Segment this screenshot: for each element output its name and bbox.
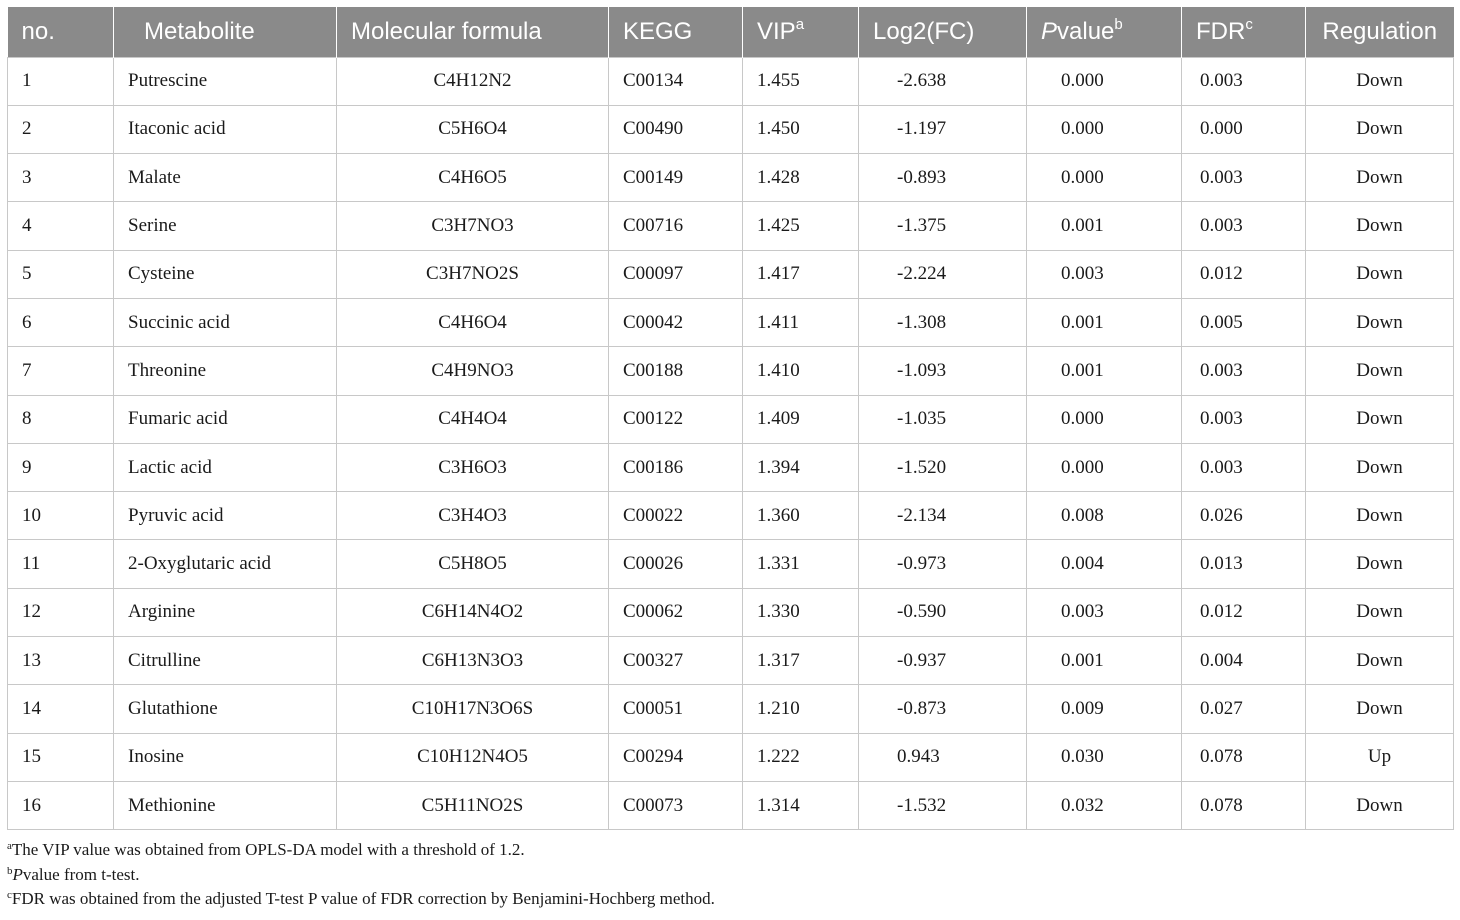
- cell-regulation: Down: [1306, 250, 1454, 298]
- cell-pvalue: 0.001: [1027, 637, 1182, 685]
- table-row: [8, 588, 1454, 636]
- cell-fdr: 0.003: [1182, 57, 1306, 105]
- cell-pvalue: 0.000: [1027, 154, 1182, 202]
- cell-log2fc: -0.937: [859, 637, 1027, 685]
- cell-vip: 1.314: [743, 781, 859, 829]
- header-pvalue-sup: b: [1114, 15, 1123, 33]
- cell-metabolite: Fumaric acid: [114, 395, 337, 443]
- cell-log2fc: -0.973: [859, 540, 1027, 588]
- header-log2fc: [859, 7, 1027, 57]
- header-regulation-label: Regulation: [1322, 17, 1438, 45]
- cell-regulation: Down: [1306, 492, 1454, 540]
- cell-metabolite: Succinic acid: [114, 298, 337, 346]
- cell-regulation: Down: [1306, 588, 1454, 636]
- cell-no: 11: [8, 540, 114, 588]
- cell-formula: C6H14N4O2: [337, 588, 609, 636]
- header-kegg: [609, 7, 743, 57]
- cell-log2fc: -2.638: [859, 57, 1027, 105]
- cell-vip: 1.410: [743, 347, 859, 395]
- cell-metabolite: Inosine: [114, 733, 337, 781]
- cell-metabolite: Serine: [114, 202, 337, 250]
- cell-formula: C3H7NO3: [337, 202, 609, 250]
- cell-fdr: 0.004: [1182, 637, 1306, 685]
- header-fdr: [1182, 7, 1306, 57]
- footnote-c: [7, 887, 1453, 912]
- cell-formula: C4H4O4: [337, 395, 609, 443]
- cell-fdr: 0.012: [1182, 588, 1306, 636]
- cell-pvalue: 0.001: [1027, 347, 1182, 395]
- cell-formula: C4H6O4: [337, 298, 609, 346]
- cell-regulation: Down: [1306, 443, 1454, 491]
- cell-no: 7: [8, 347, 114, 395]
- header-no-label: no.: [21, 17, 55, 45]
- cell-formula: C10H12N4O5: [337, 733, 609, 781]
- table-row: [8, 105, 1454, 153]
- header-formula: [337, 7, 609, 57]
- cell-log2fc: -1.375: [859, 202, 1027, 250]
- table-body: [8, 57, 1454, 830]
- cell-metabolite: Malate: [114, 154, 337, 202]
- table-row: [8, 395, 1454, 443]
- cell-kegg: C00051: [609, 685, 743, 733]
- cell-formula: C4H6O5: [337, 154, 609, 202]
- header-vip-sup: a: [795, 15, 805, 33]
- cell-regulation: Down: [1306, 202, 1454, 250]
- table-header: [8, 7, 1454, 57]
- table-row: [8, 57, 1454, 105]
- header-log2fc-label: Log2(FC): [873, 17, 975, 45]
- cell-pvalue: 0.009: [1027, 685, 1182, 733]
- cell-log2fc: -1.197: [859, 105, 1027, 153]
- cell-pvalue: 0.030: [1027, 733, 1182, 781]
- cell-fdr: 0.078: [1182, 781, 1306, 829]
- cell-no: 2: [8, 105, 114, 153]
- cell-regulation: Down: [1306, 395, 1454, 443]
- cell-vip: 1.417: [743, 250, 859, 298]
- cell-formula: C5H6O4: [337, 105, 609, 153]
- cell-metabolite: Threonine: [114, 347, 337, 395]
- cell-fdr: 0.013: [1182, 540, 1306, 588]
- cell-fdr: 0.078: [1182, 733, 1306, 781]
- cell-formula: C5H11NO2S: [337, 781, 609, 829]
- footnote-b-italic: P: [12, 864, 23, 884]
- cell-fdr: 0.027: [1182, 685, 1306, 733]
- footnote-a-mark: a: [7, 840, 12, 853]
- cell-pvalue: 0.008: [1027, 492, 1182, 540]
- cell-vip: 1.411: [743, 298, 859, 346]
- cell-regulation: Up: [1306, 733, 1454, 781]
- cell-kegg: C00073: [609, 781, 743, 829]
- cell-pvalue: 0.004: [1027, 540, 1182, 588]
- cell-no: 1: [8, 57, 114, 105]
- cell-kegg: C00022: [609, 492, 743, 540]
- cell-kegg: C00327: [609, 637, 743, 685]
- cell-log2fc: -0.893: [859, 154, 1027, 202]
- cell-pvalue: 0.000: [1027, 57, 1182, 105]
- cell-formula: C3H6O3: [337, 443, 609, 491]
- cell-kegg: C00134: [609, 57, 743, 105]
- cell-vip: 1.409: [743, 395, 859, 443]
- table-row: [8, 781, 1454, 829]
- cell-regulation: Down: [1306, 347, 1454, 395]
- cell-formula: C3H4O3: [337, 492, 609, 540]
- header-pvalue-label: value: [1057, 17, 1115, 45]
- footnote-c-text: FDR was obtained from the adjusted T-test P value of FDR correction by Benjamini-Hochberg method.: [11, 889, 715, 909]
- cell-pvalue: 0.003: [1027, 588, 1182, 636]
- cell-no: 12: [8, 588, 114, 636]
- cell-no: 4: [8, 202, 114, 250]
- cell-regulation: Down: [1306, 637, 1454, 685]
- header-pvalue: [1027, 7, 1182, 57]
- footnote-a-text: The VIP value was obtained from OPLS-DA model with a threshold of 1.2.: [11, 840, 525, 860]
- cell-no: 13: [8, 637, 114, 685]
- cell-no: 6: [8, 298, 114, 346]
- cell-pvalue: 0.001: [1027, 298, 1182, 346]
- cell-fdr: 0.026: [1182, 492, 1306, 540]
- table-row: [8, 685, 1454, 733]
- cell-log2fc: -1.520: [859, 443, 1027, 491]
- cell-kegg: C00294: [609, 733, 743, 781]
- cell-metabolite: Glutathione: [114, 685, 337, 733]
- cell-kegg: C00188: [609, 347, 743, 395]
- cell-log2fc: -0.590: [859, 588, 1027, 636]
- cell-regulation: Down: [1306, 57, 1454, 105]
- cell-no: 15: [8, 733, 114, 781]
- header-vip-label: VIP: [757, 17, 796, 45]
- table-row: [8, 154, 1454, 202]
- cell-formula: C4H9NO3: [337, 347, 609, 395]
- header-metabolite: [114, 7, 337, 57]
- cell-no: 10: [8, 492, 114, 540]
- cell-formula: C4H12N2: [337, 57, 609, 105]
- cell-regulation: Down: [1306, 781, 1454, 829]
- cell-fdr: 0.003: [1182, 202, 1306, 250]
- cell-no: 5: [8, 250, 114, 298]
- cell-metabolite: Putrescine: [114, 57, 337, 105]
- cell-no: 3: [8, 154, 114, 202]
- cell-log2fc: -1.035: [859, 395, 1027, 443]
- cell-formula: C3H7NO2S: [337, 250, 609, 298]
- cell-pvalue: 0.000: [1027, 395, 1182, 443]
- cell-log2fc: -1.532: [859, 781, 1027, 829]
- cell-kegg: C00122: [609, 395, 743, 443]
- cell-kegg: C00026: [609, 540, 743, 588]
- cell-kegg: C00042: [609, 298, 743, 346]
- cell-vip: 1.330: [743, 588, 859, 636]
- cell-vip: 1.360: [743, 492, 859, 540]
- header-row: [8, 7, 1454, 57]
- cell-metabolite: 2-Oxyglutaric acid: [114, 540, 337, 588]
- header-no: [8, 7, 114, 57]
- cell-pvalue: 0.003: [1027, 250, 1182, 298]
- table-row: [8, 347, 1454, 395]
- header-fdr-sup: c: [1245, 15, 1253, 33]
- cell-formula: C6H13N3O3: [337, 637, 609, 685]
- cell-metabolite: Cysteine: [114, 250, 337, 298]
- table-row: [8, 298, 1454, 346]
- cell-log2fc: -2.224: [859, 250, 1027, 298]
- cell-fdr: 0.003: [1182, 395, 1306, 443]
- footnotes: [7, 838, 1453, 912]
- table-row: [8, 202, 1454, 250]
- table-row: [8, 443, 1454, 491]
- cell-metabolite: Arginine: [114, 588, 337, 636]
- cell-no: 14: [8, 685, 114, 733]
- cell-fdr: 0.003: [1182, 443, 1306, 491]
- cell-vip: 1.394: [743, 443, 859, 491]
- cell-kegg: C00716: [609, 202, 743, 250]
- footnote-b: [7, 863, 1453, 888]
- cell-fdr: 0.003: [1182, 347, 1306, 395]
- cell-no: 9: [8, 443, 114, 491]
- header-regulation: [1306, 7, 1454, 57]
- cell-regulation: Down: [1306, 105, 1454, 153]
- cell-kegg: C00186: [609, 443, 743, 491]
- cell-kegg: C00062: [609, 588, 743, 636]
- cell-formula: C10H17N3O6S: [337, 685, 609, 733]
- cell-regulation: Down: [1306, 154, 1454, 202]
- cell-log2fc: -1.093: [859, 347, 1027, 395]
- cell-no: 16: [8, 781, 114, 829]
- cell-metabolite: Methionine: [114, 781, 337, 829]
- cell-vip: 1.455: [743, 57, 859, 105]
- footnote-c-mark: c: [7, 889, 12, 902]
- cell-vip: 1.317: [743, 637, 859, 685]
- header-formula-label: Molecular formula: [351, 17, 542, 45]
- cell-fdr: 0.003: [1182, 154, 1306, 202]
- table-row: [8, 637, 1454, 685]
- cell-metabolite: Itaconic acid: [114, 105, 337, 153]
- cell-fdr: 0.000: [1182, 105, 1306, 153]
- cell-pvalue: 0.032: [1027, 781, 1182, 829]
- cell-vip: 1.425: [743, 202, 859, 250]
- cell-pvalue: 0.000: [1027, 443, 1182, 491]
- cell-pvalue: 0.001: [1027, 202, 1182, 250]
- cell-metabolite: Citrulline: [114, 637, 337, 685]
- cell-vip: 1.222: [743, 733, 859, 781]
- header-fdr-label: FDR: [1196, 17, 1246, 45]
- cell-log2fc: 0.943: [859, 733, 1027, 781]
- footnote-a: [7, 838, 1453, 863]
- cell-fdr: 0.012: [1182, 250, 1306, 298]
- cell-log2fc: -1.308: [859, 298, 1027, 346]
- cell-formula: C5H8O5: [337, 540, 609, 588]
- cell-fdr: 0.005: [1182, 298, 1306, 346]
- header-kegg-label: KEGG: [623, 17, 693, 45]
- table-row: [8, 492, 1454, 540]
- cell-metabolite: Pyruvic acid: [114, 492, 337, 540]
- header-vip: [743, 7, 859, 57]
- footnote-b-mark: b: [7, 864, 13, 877]
- table-row: [8, 250, 1454, 298]
- table-row: [8, 733, 1454, 781]
- cell-vip: 1.428: [743, 154, 859, 202]
- cell-log2fc: -0.873: [859, 685, 1027, 733]
- cell-vip: 1.210: [743, 685, 859, 733]
- header-pvalue-italic: P: [1041, 17, 1058, 45]
- metabolite-table: [7, 7, 1454, 830]
- cell-no: 8: [8, 395, 114, 443]
- cell-kegg: C00149: [609, 154, 743, 202]
- cell-pvalue: 0.000: [1027, 105, 1182, 153]
- cell-kegg: C00097: [609, 250, 743, 298]
- cell-kegg: C00490: [609, 105, 743, 153]
- footnote-b-text: value from t-test.: [22, 864, 140, 884]
- cell-regulation: Down: [1306, 685, 1454, 733]
- header-metabolite-label: Metabolite: [144, 17, 255, 45]
- cell-regulation: Down: [1306, 298, 1454, 346]
- cell-vip: 1.450: [743, 105, 859, 153]
- cell-metabolite: Lactic acid: [114, 443, 337, 491]
- cell-vip: 1.331: [743, 540, 859, 588]
- table-row: [8, 540, 1454, 588]
- cell-log2fc: -2.134: [859, 492, 1027, 540]
- cell-regulation: Down: [1306, 540, 1454, 588]
